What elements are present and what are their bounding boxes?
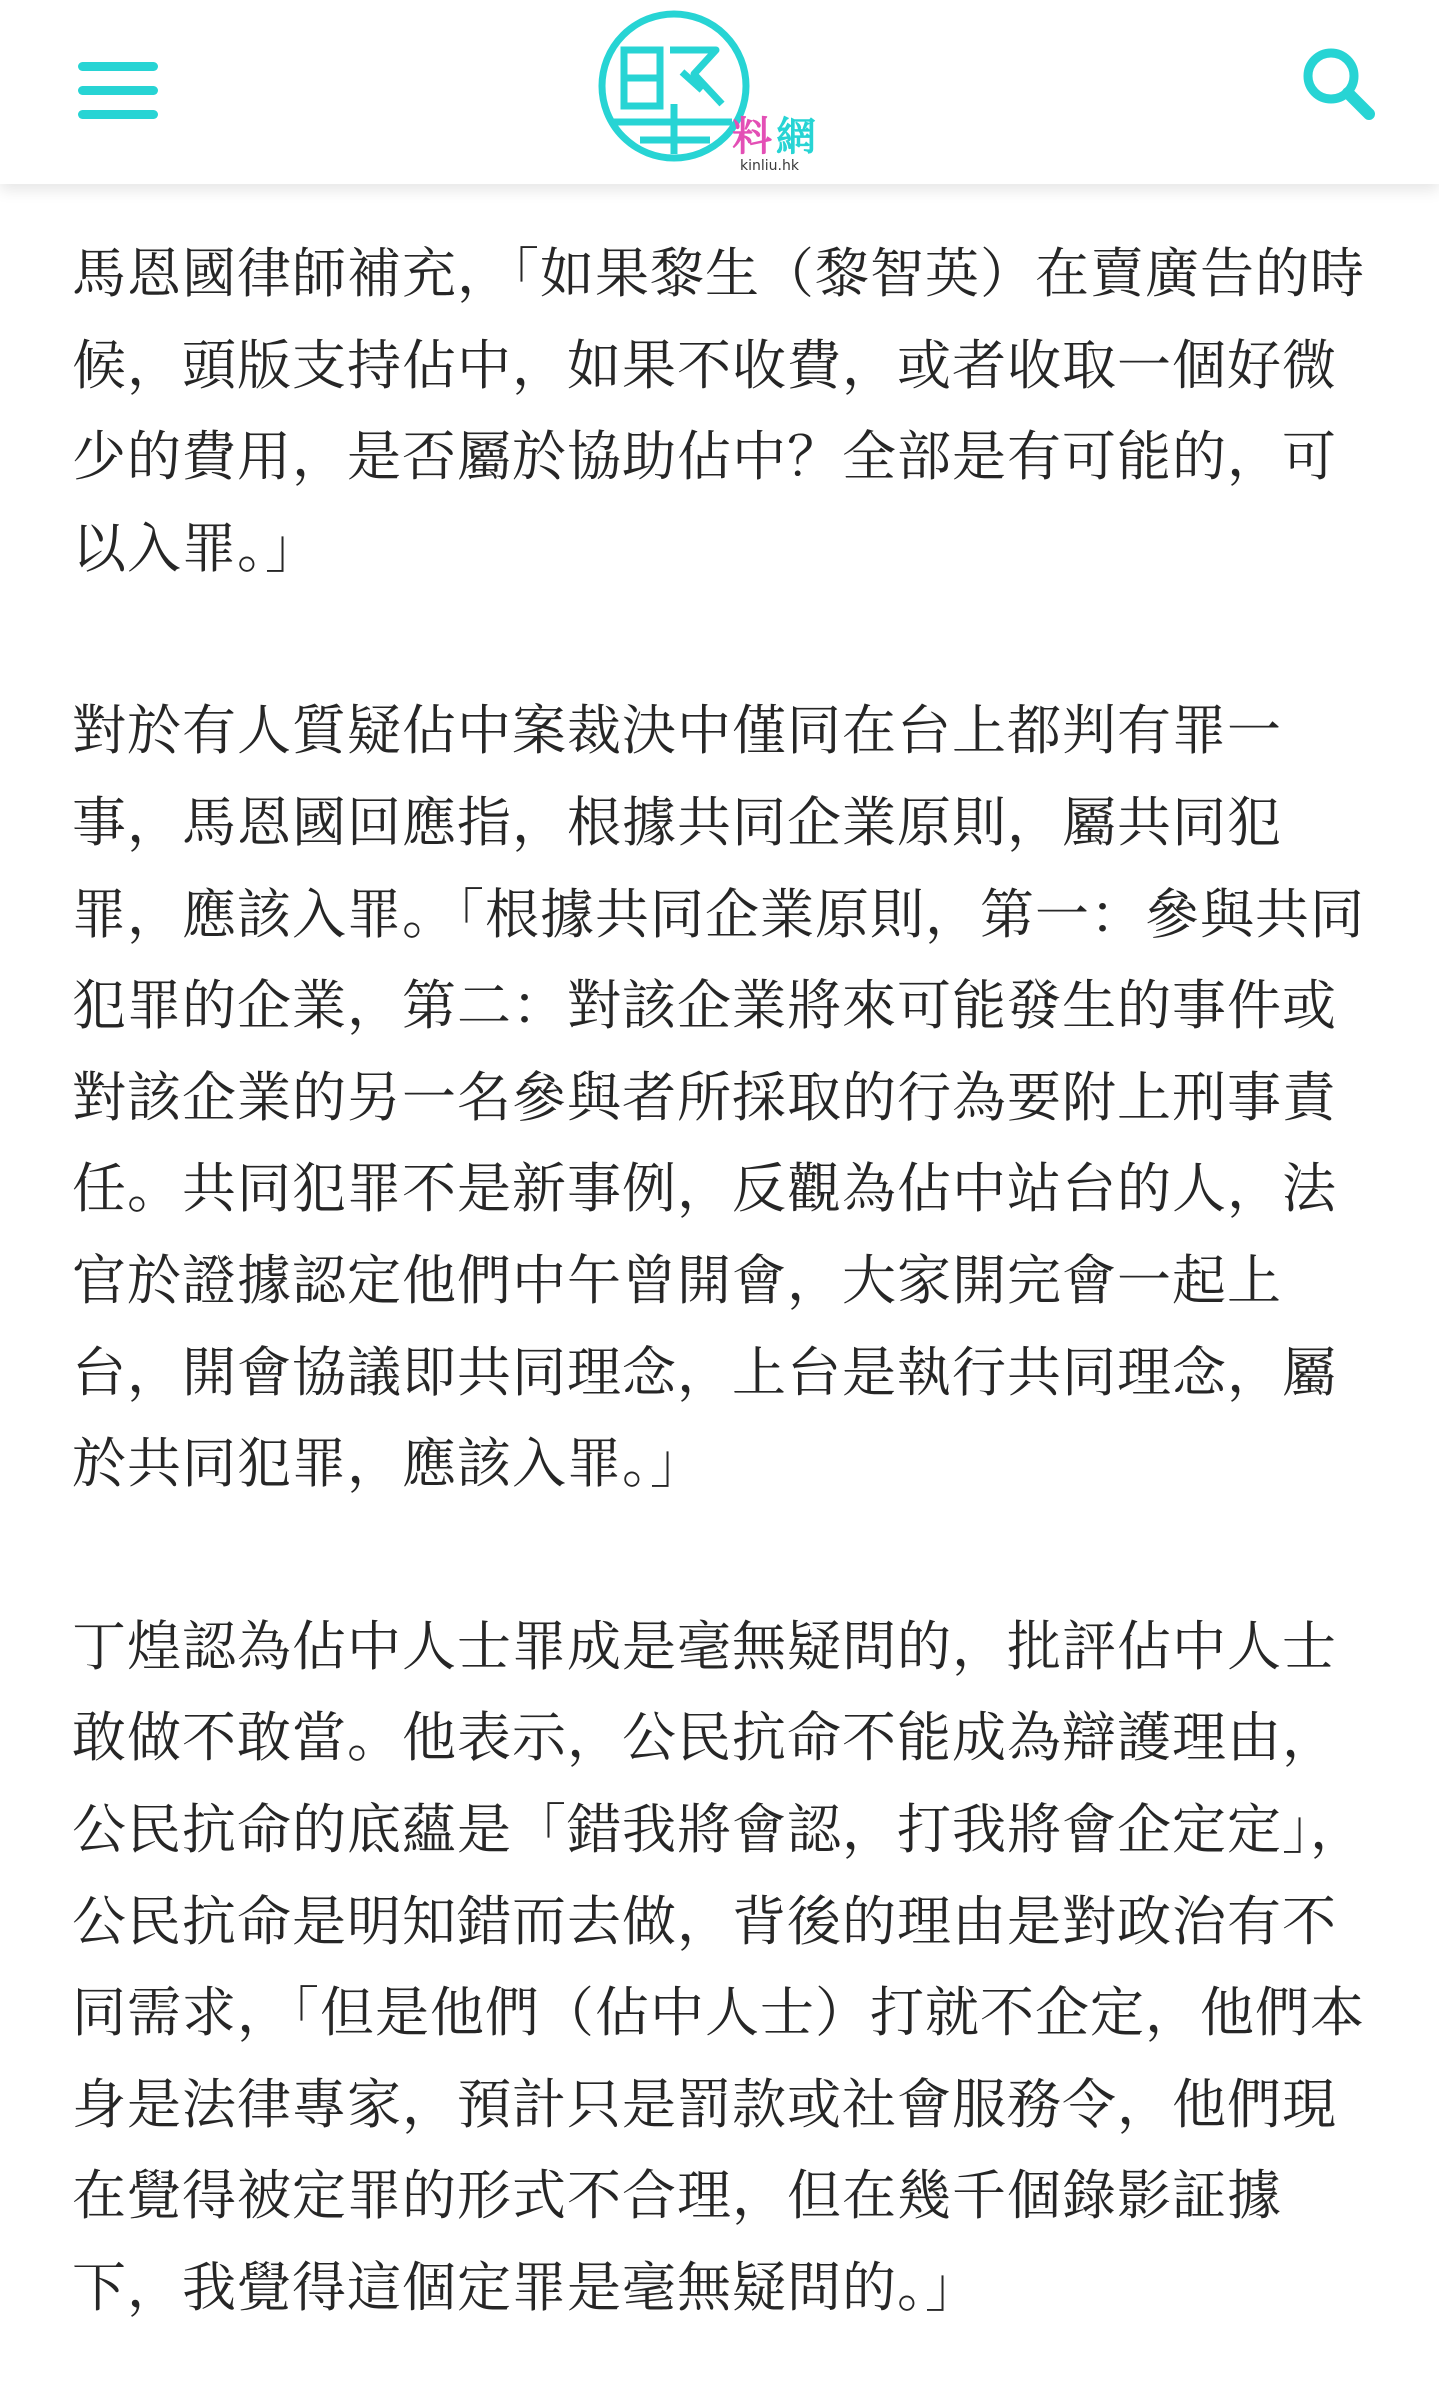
top-navbar [0, 0, 1439, 184]
search-icon-graphic [1295, 40, 1385, 130]
logo-mark [590, 8, 850, 178]
search-icon[interactable] [1295, 40, 1385, 130]
article-paragraph-1: 馬恩國律師補充，「如果黎生（黎智英）在賣廣告的時候，頭版支持佔中，如果不收費，或者收取一個好微少的費用，是否屬於協助佔中？全部是有可能的，可以入罪。」 [72, 242, 1365, 580]
hamburger-menu-icon[interactable] [72, 58, 164, 122]
svg-text:kinliu.hk: kinliu.hk [740, 158, 799, 174]
svg-text:料: 料 [732, 114, 772, 160]
svg-text:網: 網 [776, 114, 816, 160]
menu-bar-bottom [78, 110, 158, 119]
article-paragraph-2: 對於有人質疑佔中案裁決中僅同在台上都判有罪一事，馬恩國回應指，根據共同企業原則，屬共同犯罪，應該入罪。「根據共同企業原則，第一：參與共同犯罪的企業，第二：對該企業將來可能發生的事件或對該企業的另一名參與者所採取的行為要附上刑事責任。共同犯罪不是新事例，反觀為佔中站台的人，法官於證據認定他們中午曾開會，大家開完會一起上台，開會協議即共同理念，上台是執行共同理念，屬於共同犯罪，應該入罪。」 [72, 699, 1365, 1496]
site-logo[interactable] [590, 8, 850, 178]
article-body [72, 228, 1372, 2333]
article-paragraph-3: 丁煌認為佔中人士罪成是毫無疑問的，批評佔中人士敢做不敢當。他表示，公民抗命不能成為辯護理由，公民抗命的底蘊是「錯我將會認，打我將會企定定」，公民抗命是明知錯而去做，背後的理由是對政治有不同需求，「但是他們（佔中人士）打就不企定，他們本身是法律專家，預計只是罰款或社會服務令，他們現在覺得被定罪的形式不合理，但在幾千個錄影証據下，我覺得這個定罪是毫無疑問的。」 [72, 1614, 1365, 2319]
menu-bar-middle [78, 86, 158, 95]
menu-bar-top [78, 62, 158, 71]
